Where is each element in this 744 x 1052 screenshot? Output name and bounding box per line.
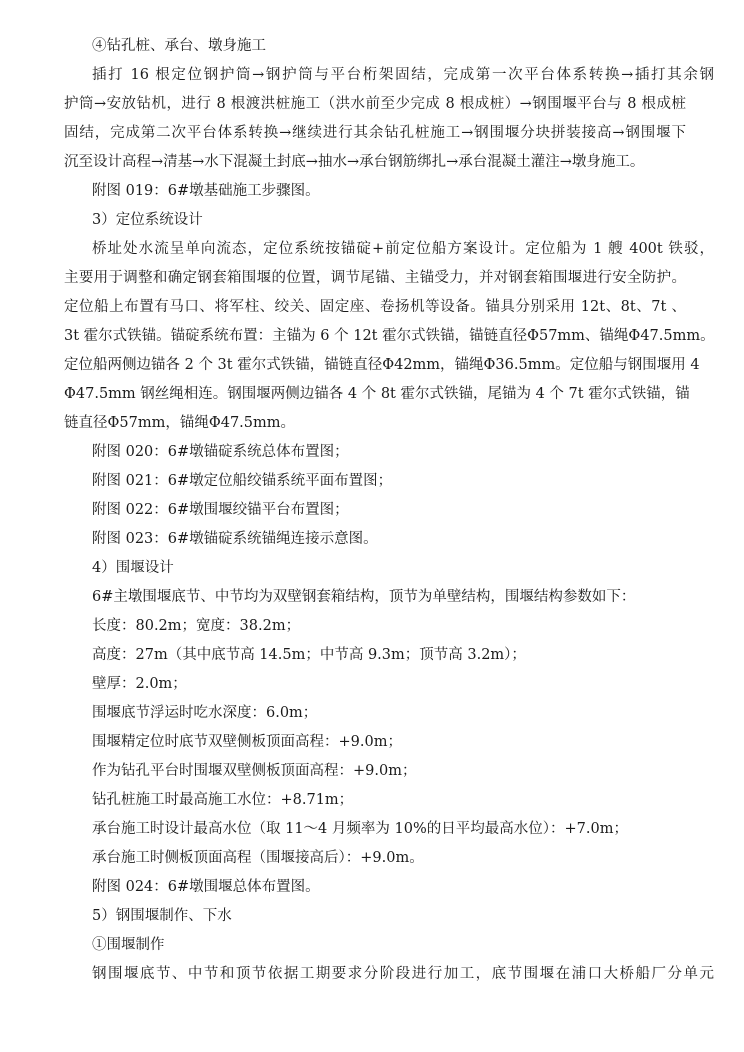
section-heading: 5）钢围堰制作、下水: [92, 908, 232, 924]
parameter-line: 壁厚：2.0m；: [92, 676, 187, 692]
figure-reference: 附图 022：6#墩围堰绞锚平台布置图；: [92, 502, 349, 518]
paragraph-line: 6#主墩围堰底节、中节均为双壁钢套箱结构，顶节为单壁结构，围堰结构参数如下：: [92, 589, 636, 605]
subsection-heading: ①围堰制作: [92, 937, 165, 953]
paragraph-line: 主要用于调整和确定钢套箱围堰的位置，调节尾锚、主锚受力，并对钢套箱围堰进行安全防护。: [64, 270, 686, 286]
paragraph-line: 钢围堰底节、中节和顶节依据工期要求分阶段进行加工，底节围堰在浦口大桥船厂分单元: [92, 966, 714, 982]
figure-reference: 附图 024：6#墩围堰总体布置图。: [92, 879, 320, 895]
figure-reference: 附图 020：6#墩锚碇系统总体布置图；: [92, 444, 349, 460]
paragraph-line: 插打 16 根定位钢护筒→钢护筒与平台桁架固结，完成第一次平台体系转换→插打其余钢: [92, 67, 714, 83]
paragraph-line: 链直径Φ57mm，锚绳Φ47.5mm。: [64, 415, 296, 431]
paragraph-line: 固结，完成第二次平台体系转换→继续进行其余钻孔桩施工→钢围堰分块拼装接高→钢围堰下: [64, 125, 686, 141]
parameter-line: 钻孔桩施工时最高施工水位：+8.71m；: [92, 792, 354, 808]
heading-drilled-pile-cap-pier: ④钻孔桩、承台、墩身施工: [92, 38, 266, 54]
paragraph-line: 桥址处水流呈单向流态，定位系统按锚碇+前定位船方案设计。定位船为 1 艘 400t 铁驳，: [92, 241, 714, 257]
parameter-line: 围堰底节浮运时吃水深度：6.0m；: [92, 705, 318, 721]
parameter-line: 长度：80.2m；宽度：38.2m；: [92, 618, 301, 634]
section-heading: 4）围堰设计: [92, 560, 174, 576]
paragraph-line: 定位船两侧边锚各 2 个 3t 霍尔式铁锚，锚链直径Φ42mm，锚绳Φ36.5mm。定位船与钢围堰用 4: [64, 357, 700, 373]
parameter-line: 承台施工时设计最高水位（取 11～4 月频率为 10%的日平均最高水位）：+7.0m；: [92, 821, 628, 837]
parameter-line: 围堰精定位时底节双壁侧板顶面高程：+9.0m；: [92, 734, 402, 750]
parameter-line: 高度：27m（其中底节高 14.5m；中节高 9.3m；顶节高 3.2m）；: [92, 647, 526, 663]
paragraph-line: 定位船上布置有马口、将军柱、绞关、固定座、卷扬机等设备。锚具分别采用 12t、8t、7t 、: [64, 299, 686, 315]
parameter-line: 承台施工时侧板顶面高程（围堰接高后）：+9.0m。: [92, 850, 424, 866]
paragraph-line: Φ47.5mm 钢丝绳相连。钢围堰两侧边锚各 4 个 8t 霍尔式铁锚，尾锚为 4 个 7t 霍尔式铁锚，锚: [64, 386, 690, 402]
paragraph-line: 3t 霍尔式铁锚。锚碇系统布置：主锚为 6 个 12t 霍尔式铁锚，锚链直径Φ57mm、锚绳Φ47.5mm。: [64, 328, 715, 344]
paragraph-line: 护筒→安放钻机，进行 8 根渡洪桩施工（洪水前至少完成 8 根成桩）→钢围堰平台与 8 根成桩: [64, 96, 686, 112]
parameter-line: 作为钻孔平台时围堰双壁侧板顶面高程：+9.0m；: [92, 763, 417, 779]
figure-reference: 附图 021：6#墩定位船绞锚系统平面布置图；: [92, 473, 393, 489]
paragraph-line: 沉至设计高程→清基→水下混凝土封底→抽水→承台钢筋绑扎→承台混凝土灌注→墩身施工。: [64, 154, 645, 170]
figure-reference: 附图 019：6#墩基础施工步骤图。: [92, 183, 320, 199]
section-heading: 3）定位系统设计: [92, 212, 203, 228]
figure-reference: 附图 023：6#墩锚碇系统锚绳连接示意图。: [92, 531, 378, 547]
